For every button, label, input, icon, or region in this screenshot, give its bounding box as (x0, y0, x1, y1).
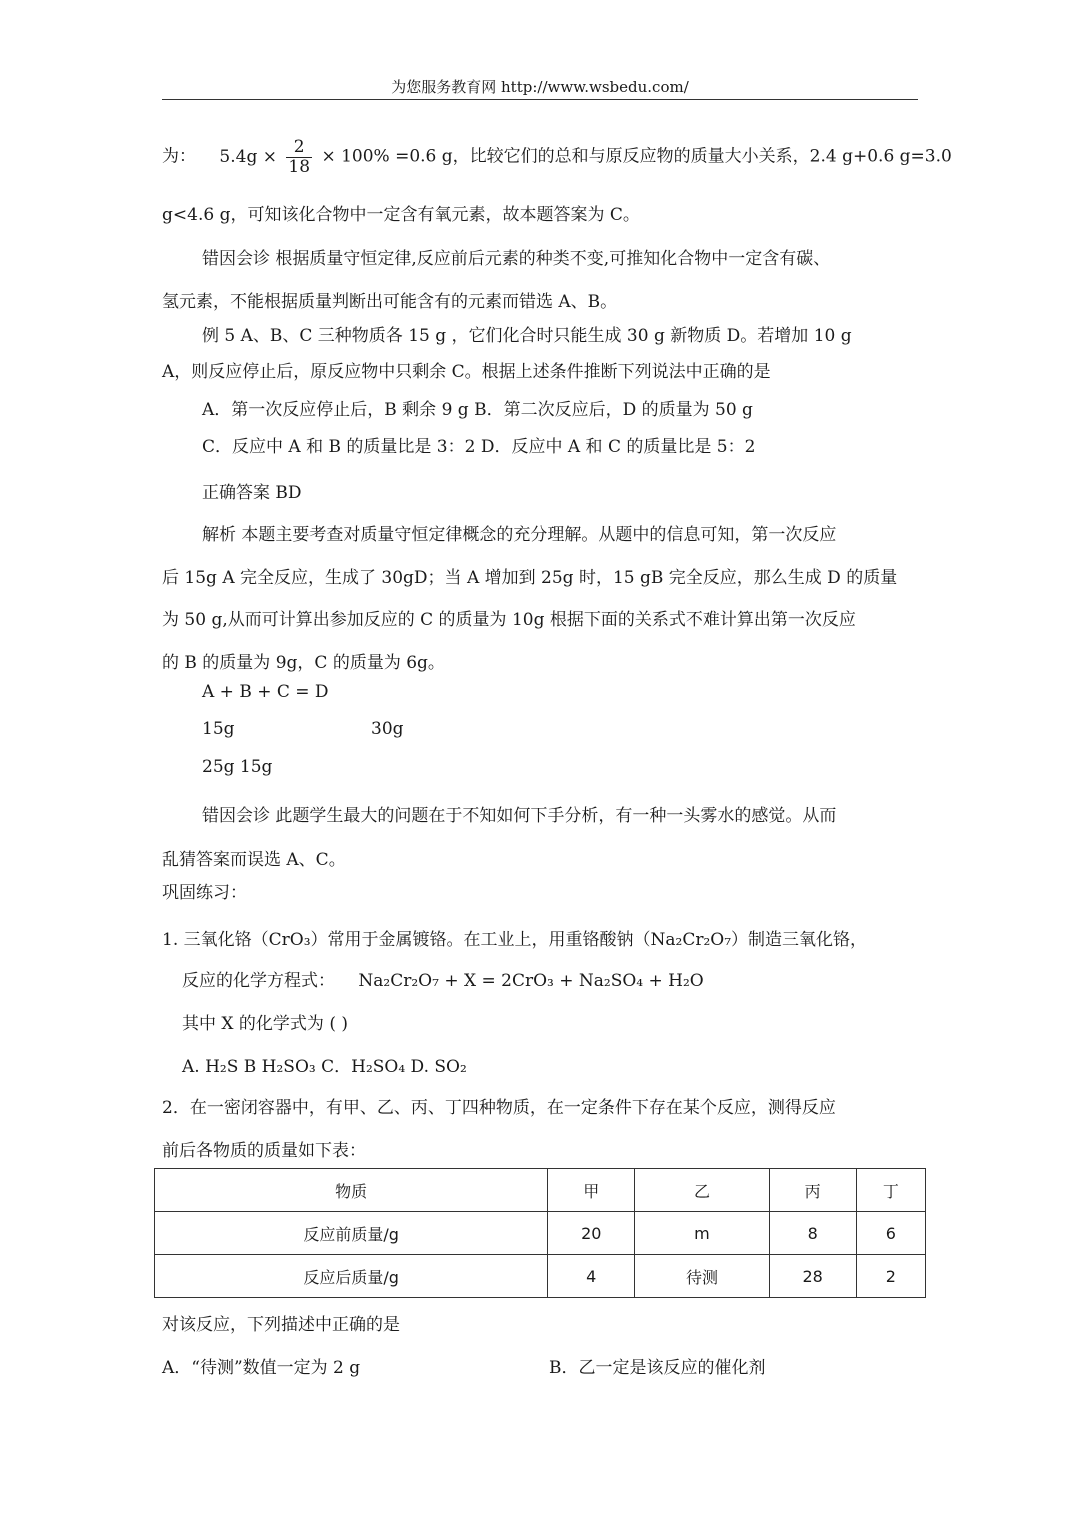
table-header-cell: 物质 (155, 1169, 548, 1212)
question-2-cont: 前后各物质的质量如下表： (162, 1141, 366, 1161)
table-cell: 2 (856, 1255, 925, 1298)
fraction-denominator: 18 (288, 156, 311, 177)
equation-line: A + B + C = D (202, 682, 329, 702)
table-cell: 4 (548, 1255, 635, 1298)
formula-pre: 5.4g × (219, 146, 277, 167)
q1-options: A. H₂S B H₂SO₃ C．H₂SO₄ D. SO₂ (182, 1057, 467, 1077)
question-1: 1. 三氧化铬（CrO₃）常用于金属镀铬。在工业上，用重铬酸钠（Na₂Cr₂O₇）制造三氧化铬， (162, 930, 868, 950)
table-header-cell: 乙 (635, 1169, 769, 1212)
table-header-cell: 甲 (548, 1169, 635, 1212)
table-cell: 8 (769, 1212, 856, 1255)
table-header-row (155, 1169, 926, 1212)
option-line: A．第一次反应停止后，B 剩余 9 g B．第二次反应后，D 的质量为 50 g (202, 400, 753, 420)
header-rule (162, 99, 918, 100)
q1-ask: 其中 X 的化学式为 ( ) (182, 1014, 348, 1034)
text-line: 例 5 A、B、C 三种物质各 15 g ，它们化合时只能生成 30 g 新物质 D。若增加 10 g (202, 326, 852, 346)
table-cell: 反应后质量/g (155, 1255, 548, 1298)
table-cell: 28 (769, 1255, 856, 1298)
text-line: 的 B 的质量为 9g，C 的质量为 6g。 (162, 653, 445, 673)
table-cell: 20 (548, 1212, 635, 1255)
q2-prompt: 对该反应，下列描述中正确的是 (162, 1315, 400, 1335)
q2-option-a: A．“待测”数值一定为 2 g (162, 1358, 361, 1378)
text-line: 解析 本题主要考查对质量守恒定律概念的充分理解。从题中的信息可知，第一次反应 (202, 525, 837, 545)
mass-line: 25g 15g (202, 757, 273, 777)
table-cell: 反应前质量/g (155, 1212, 548, 1255)
header-url: http://www.wsbedu.com/ (501, 78, 689, 96)
mass-line: 15g (202, 719, 235, 739)
section-title: 巩固练习： (162, 883, 247, 903)
fraction-numerator: 2 (286, 138, 312, 158)
text-line: 氢元素，不能根据质量判断出可能含有的元素而错选 A、B。 (162, 292, 618, 312)
q1-equation-line (182, 966, 704, 991)
page-header (0, 76, 1080, 97)
text-line: 错因会诊 此题学生最大的问题在于不知如何下手分析，有一种一头雾水的感觉。从而 (202, 806, 837, 826)
table-cell: m (635, 1212, 769, 1255)
text-line: 错因会诊 根据质量守恒定律,反应前后元素的种类不变,可推知化合物中一定含有碳、 (202, 249, 831, 269)
table-row (155, 1212, 926, 1255)
table-header-cell: 丁 (856, 1169, 925, 1212)
q1-equation: Na₂Cr₂O₇ + X = 2CrO₃ + Na₂SO₄ + H₂O (358, 971, 704, 991)
answer-line: 正确答案 BD (202, 483, 302, 503)
text-line: 为 50 g,从而可计算出参加反应的 C 的质量为 10g 根据下面的关系式不难计算出第一次反应 (162, 610, 856, 630)
text-line: g<4.6 g，可知该化合物中一定含有氧元素，故本题答案为 C。 (162, 205, 640, 225)
table-cell: 待测 (635, 1255, 769, 1298)
table-row (155, 1255, 926, 1298)
mass-line: 30g (371, 719, 404, 739)
formula-lead: 为： (162, 146, 196, 167)
mass-table (154, 1168, 926, 1298)
text-line: A，则反应停止后，原反应物中只剩余 C。根据上述条件推断下列说法中正确的是 (162, 362, 771, 382)
formula-line (162, 138, 952, 176)
text-line: 乱猜答案而误选 A、C。 (162, 850, 346, 870)
table-cell: 6 (856, 1212, 925, 1255)
fraction (286, 138, 312, 176)
formula-post: × 100% =0.6 g，比较它们的总和与原反应物的质量大小关系，2.4 g+0.6 g=3.0 (321, 146, 952, 167)
q2-option-b: B．乙一定是该反应的催化剂 (549, 1358, 766, 1378)
text-line: 后 15g A 完全反应，生成了 30gD；当 A 增加到 25g 时，15 gB 完全反应，那么生成 D 的质量 (162, 568, 898, 588)
question-2: 2．在一密闭容器中，有甲、乙、丙、丁四种物质，在一定条件下存在某个反应，测得反应 (162, 1098, 836, 1118)
option-line: C．反应中 A 和 B 的质量比是 3：2 D．反应中 A 和 C 的质量比是 5：2 (202, 437, 756, 457)
table-header-cell: 丙 (769, 1169, 856, 1212)
header-site: 为您服务教育网 (391, 78, 497, 96)
q1-equation-lead: 反应的化学方程式： (182, 971, 335, 991)
